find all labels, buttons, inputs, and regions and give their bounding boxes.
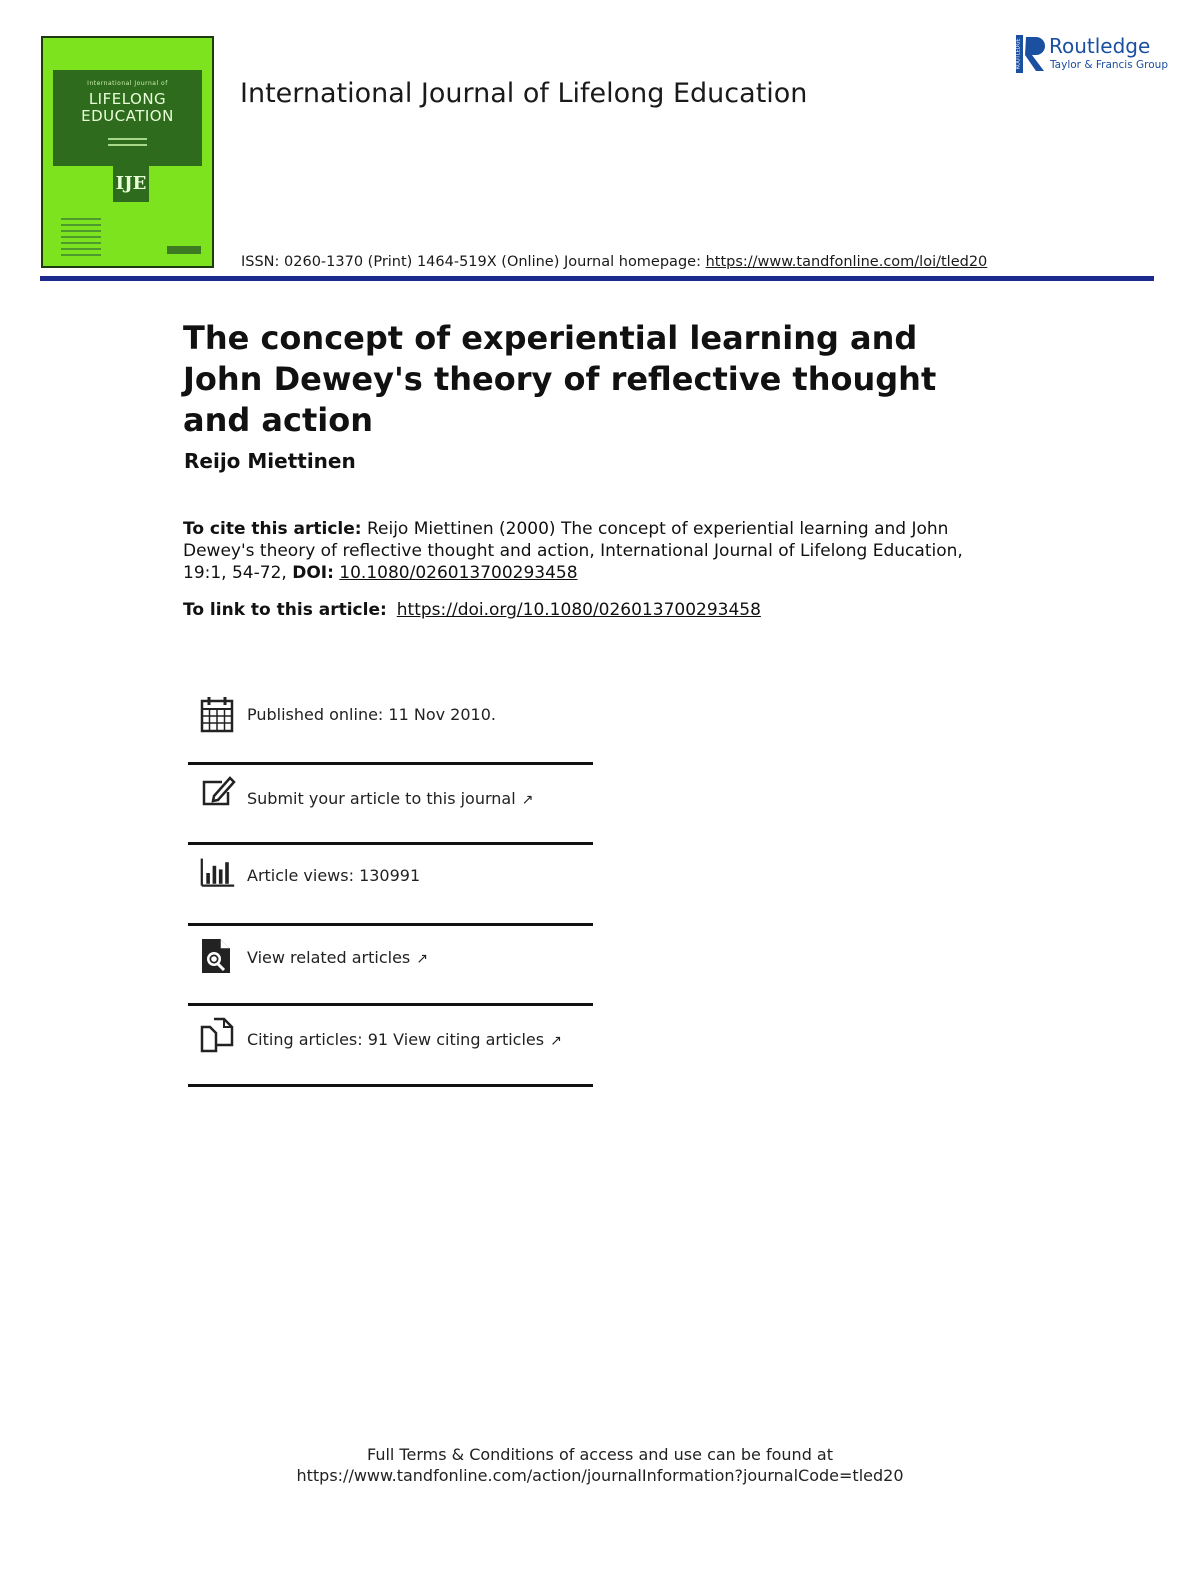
copy-icon: [200, 1017, 236, 1057]
journal-homepage-link[interactable]: https://www.tandfonline.com/loi/tled20: [705, 254, 988, 270]
cover-toc-line: [61, 224, 101, 226]
row-divider: [188, 923, 593, 926]
cover-title-line2: EDUCATION: [81, 107, 174, 125]
cover-logo: IJE: [113, 166, 149, 202]
cover-small-heading: International Journal of: [87, 80, 168, 87]
row-divider: [188, 1084, 593, 1087]
citing-articles-label: Citing articles: 91 View citing articles: [247, 1030, 545, 1049]
row-divider: [188, 1003, 593, 1006]
external-link-icon: ↗: [521, 792, 534, 808]
cover-toc-line: [61, 254, 101, 256]
row-divider: [188, 842, 593, 845]
submit-article-label: Submit your article to this journal: [247, 789, 516, 808]
citing-articles-link[interactable]: [247, 1030, 562, 1049]
journal-cover-image: [41, 36, 214, 268]
search-document-icon: [200, 937, 236, 977]
journal-title: International Journal of Lifelong Education: [240, 78, 808, 109]
cover-title-line1: LIFELONG: [88, 90, 167, 108]
article-views-row: [188, 853, 593, 933]
cover-meta-line: [108, 144, 147, 146]
edit-icon: [200, 774, 236, 814]
cover-toc-line: [61, 230, 101, 232]
article-link-block: [183, 600, 761, 620]
citation-block: [183, 518, 993, 584]
header-divider: [40, 276, 1154, 281]
related-articles-label: View related articles: [247, 948, 411, 967]
external-link-icon: ↗: [416, 951, 428, 967]
row-divider: [188, 762, 593, 765]
article-title: The concept of experiential learning and John Dewey's theory of reflective thought and action: [183, 319, 937, 439]
link-label: To link to this article:: [183, 600, 387, 620]
issn-line: [241, 254, 987, 270]
cite-text: Reijo Miettinen (2000) The concept of experiential learning and John Dewey's theory of reflective thought and action, International Journal of Lifelong Education, 19:1, 54-72,: [183, 519, 963, 583]
cover-toc-line: [61, 248, 101, 250]
issn-text: ISSN: 0260-1370 (Print) 1464-519X (Online) Journal homepage:: [241, 254, 706, 270]
cite-label: To cite this article:: [183, 519, 362, 539]
publisher-vertical-text: ROUTLEDGE: [1016, 38, 1022, 70]
cover-title-band: [53, 70, 202, 166]
calendar-icon: [200, 695, 236, 735]
terms-footer-url[interactable]: https://www.tandfonline.com/action/journalInformation?journalCode=tled20: [296, 1466, 904, 1485]
article-author: Reijo Miettinen: [184, 449, 356, 473]
cover-meta-line: [108, 138, 147, 140]
submit-article-link[interactable]: [247, 789, 533, 808]
published-row: [188, 693, 593, 773]
published-date-text: Published online: 11 Nov 2010.: [247, 705, 496, 724]
bar-chart-icon: [200, 853, 236, 893]
citing-articles-row[interactable]: [188, 1015, 593, 1095]
publisher-name: Routledge: [1049, 34, 1151, 58]
article-views-text: Article views: 130991: [247, 866, 421, 885]
related-articles-link[interactable]: [247, 948, 428, 967]
cover-publisher-mark: [167, 246, 201, 254]
external-link-icon: ↗: [550, 1033, 562, 1049]
terms-footer-line: Full Terms & Conditions of access and use can be found at: [366, 1445, 834, 1464]
doi-link[interactable]: 10.1080/026013700293458: [339, 563, 578, 583]
doi-label: DOI:: [292, 563, 334, 583]
cover-toc-line: [61, 236, 101, 238]
article-url-link[interactable]: https://doi.org/10.1080/026013700293458: [396, 600, 761, 620]
cover-toc-line: [61, 218, 101, 220]
cover-toc-line: [61, 242, 101, 244]
publisher-subtitle: Taylor & Francis Group: [1050, 59, 1168, 71]
